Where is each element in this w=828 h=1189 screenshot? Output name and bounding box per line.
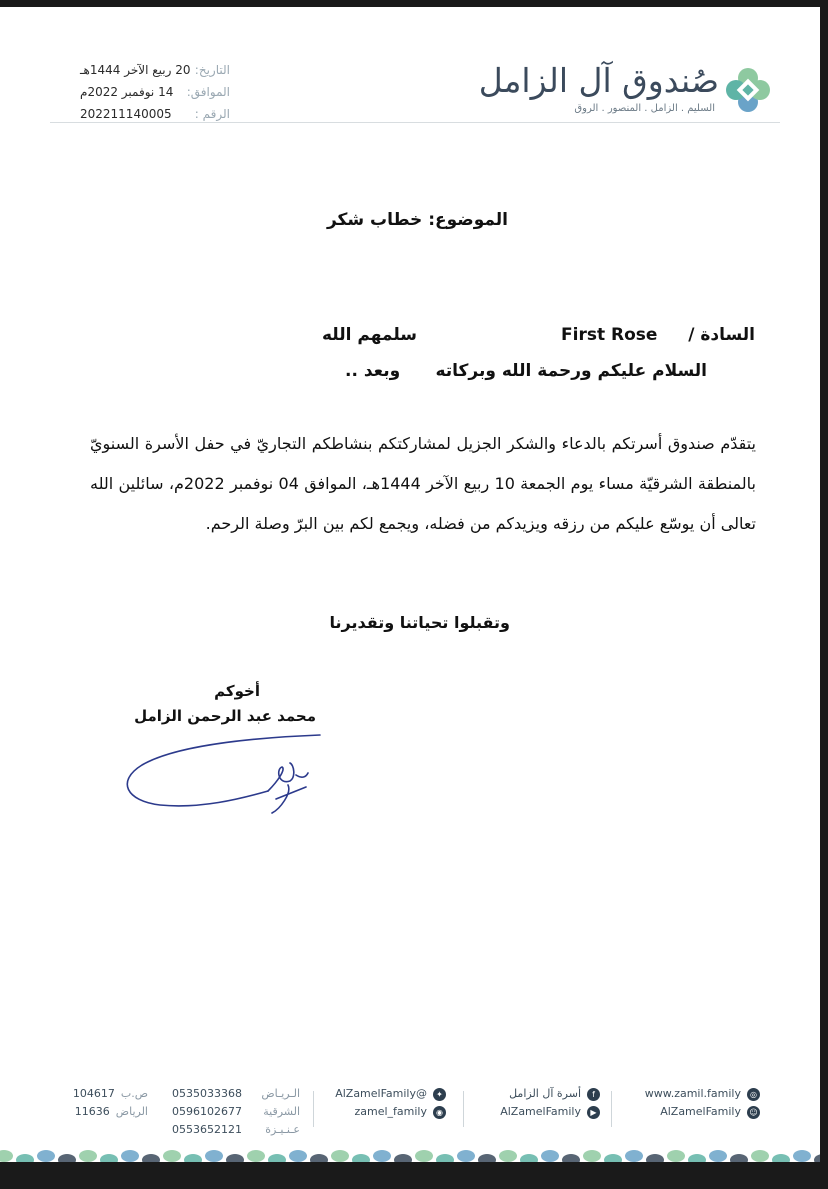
reference-number-value: 202211140005	[80, 107, 172, 121]
pattern-leaf	[814, 1154, 820, 1162]
handwritten-signature	[120, 729, 330, 819]
pattern-leaf	[100, 1154, 118, 1162]
pattern-leaf	[163, 1150, 181, 1162]
pattern-leaf	[499, 1150, 517, 1162]
letterhead-footer	[60, 1085, 760, 1135]
letter-body: يتقدّم صندوق أسرتكم بالدعاء والشكر الجزيل لمشاركتكم بنشاطكم التجاريّ في حفل الأسرة السنويّ بالمنطقة الشرقيّة مساء يوم الجمعة 10 ربيع الآخر 1444هـ، الموافق 04 نوفمبر 2022م، سائلين الله تعالى أن يوسّع عليكم من رزقه ويزيدكم من فضله، ويجمع لكم بين البرّ وصلة الرحم.	[90, 434, 757, 533]
signer-name: محمد عبد الرحمن الزامل	[134, 707, 316, 725]
pattern-leaf	[688, 1154, 706, 1162]
recipient-prefix: السادة /	[688, 325, 755, 345]
date-row	[80, 59, 230, 81]
footer-address-column	[73, 1085, 148, 1121]
phone-unaizah[interactable]	[172, 1121, 300, 1139]
greeting: السلام عليكم ورحمة الله وبركاته	[435, 361, 707, 381]
reference-number-label: الرقم :	[194, 107, 230, 121]
header-divider	[50, 122, 780, 123]
website-text: www.zamil.family	[644, 1087, 741, 1100]
po-box-value: 104617	[72, 1087, 115, 1100]
greeting-line	[300, 361, 755, 391]
pattern-leaf	[373, 1150, 391, 1162]
phone-number: 0596102677	[172, 1105, 242, 1118]
youtube-handle: AlZamelFamily	[500, 1105, 581, 1118]
pattern-leaf	[205, 1150, 223, 1162]
pattern-leaf	[331, 1150, 349, 1162]
footer-instagram[interactable]	[335, 1103, 446, 1121]
signer-role: أخوكم	[214, 682, 260, 700]
footer-facebook[interactable]	[500, 1085, 600, 1103]
date-label: التاريخ:	[194, 63, 230, 77]
after-greeting: وبعد ..	[345, 361, 401, 381]
footer-social-column	[335, 1085, 446, 1121]
snapchat-icon: ☺	[747, 1106, 760, 1119]
pattern-leaf	[625, 1150, 643, 1162]
instagram-icon: ◉	[433, 1106, 446, 1119]
footer-media-column	[500, 1085, 600, 1121]
pattern-leaf	[709, 1150, 727, 1162]
postal-code	[73, 1103, 148, 1121]
letter-subject: الموضوع: خطاب شكر	[326, 210, 508, 230]
footer-website[interactable]	[645, 1085, 760, 1103]
youtube-icon: ▶	[587, 1106, 600, 1119]
letter-closing: وتقبلوا تحياتنا وتقديرنا	[329, 613, 510, 632]
pattern-leaf	[793, 1150, 811, 1162]
pattern-leaf	[541, 1150, 559, 1162]
po-box-label: ص.ب	[120, 1087, 148, 1100]
phone-city: الشرقية	[263, 1105, 300, 1118]
pattern-leaf	[310, 1154, 328, 1162]
pattern-leaf	[562, 1154, 580, 1162]
recipient-line	[300, 325, 755, 355]
globe-icon: ◎	[747, 1088, 760, 1101]
pattern-leaf	[289, 1150, 307, 1162]
pattern-leaf	[247, 1150, 265, 1162]
postal-city: الرياض	[115, 1105, 148, 1118]
footer-twitter[interactable]	[335, 1085, 446, 1103]
organization-logo	[478, 59, 779, 125]
pattern-leaf	[352, 1154, 370, 1162]
pattern-leaf	[394, 1154, 412, 1162]
organization-tagline: السليم . الزامل . المنصور . الروق	[574, 103, 715, 114]
pattern-leaf	[16, 1154, 34, 1162]
pattern-leaf	[646, 1154, 664, 1162]
facebook-handle: أسرة آل الزامل	[509, 1087, 581, 1100]
flower-emblem-icon	[723, 65, 773, 115]
pattern-leaf	[184, 1154, 202, 1162]
pattern-leaf	[730, 1154, 748, 1162]
corresponding-value: 14 نوفمبر 2022م	[80, 85, 174, 99]
pattern-leaf	[37, 1150, 55, 1162]
po-box	[73, 1085, 148, 1103]
pattern-leaf	[142, 1154, 160, 1162]
recipient-name: First Rose	[561, 325, 658, 345]
footer-separator	[313, 1091, 314, 1127]
pattern-leaf	[772, 1154, 790, 1162]
pattern-leaf	[268, 1154, 286, 1162]
pattern-leaf	[457, 1150, 475, 1162]
pattern-leaf	[121, 1150, 139, 1162]
twitter-icon: ✦	[433, 1088, 446, 1101]
footer-web-column	[645, 1085, 760, 1121]
footer-separator	[611, 1091, 612, 1127]
footer-phones-column	[172, 1085, 300, 1139]
phone-number: 0553652121	[172, 1123, 242, 1136]
phone-city: الـريـاض	[261, 1087, 300, 1100]
pattern-leaf	[751, 1150, 769, 1162]
recipient-honorific: سلمهم الله	[322, 325, 417, 345]
footer-snapchat[interactable]	[645, 1103, 760, 1121]
pattern-leaf	[478, 1154, 496, 1162]
corresponding-row	[80, 81, 230, 103]
pattern-leaf	[520, 1154, 538, 1162]
pattern-leaf	[226, 1154, 244, 1162]
date-value: 20 ربيع الآخر 1444هـ	[80, 63, 191, 77]
pattern-leaf	[583, 1150, 601, 1162]
phone-city: عـنـيـزة	[265, 1123, 300, 1136]
phone-number: 0535033368	[172, 1087, 242, 1100]
decorative-border-pattern	[0, 1140, 820, 1162]
letter-page	[0, 7, 820, 1162]
pattern-leaf	[436, 1154, 454, 1162]
phone-riyadh[interactable]	[172, 1085, 300, 1103]
pattern-leaf	[79, 1150, 97, 1162]
footer-separator	[463, 1091, 464, 1127]
snapchat-handle: AlZamelFamily	[660, 1105, 741, 1118]
pattern-leaf	[415, 1150, 433, 1162]
phone-eastern[interactable]	[172, 1103, 300, 1121]
pattern-leaf	[58, 1154, 76, 1162]
organization-name: صُندوق آل الزامل	[478, 61, 719, 100]
facebook-icon: f	[587, 1088, 600, 1101]
letter-meta	[80, 59, 230, 125]
corresponding-label: الموافق:	[186, 85, 230, 99]
pattern-leaf	[667, 1150, 685, 1162]
postal-code-value: 11636	[74, 1105, 110, 1118]
twitter-handle: @AlZamelFamily	[335, 1087, 427, 1100]
instagram-handle: zamel_family	[354, 1105, 427, 1118]
pattern-leaf	[0, 1150, 13, 1162]
footer-youtube[interactable]	[500, 1103, 600, 1121]
pattern-leaf	[604, 1154, 622, 1162]
